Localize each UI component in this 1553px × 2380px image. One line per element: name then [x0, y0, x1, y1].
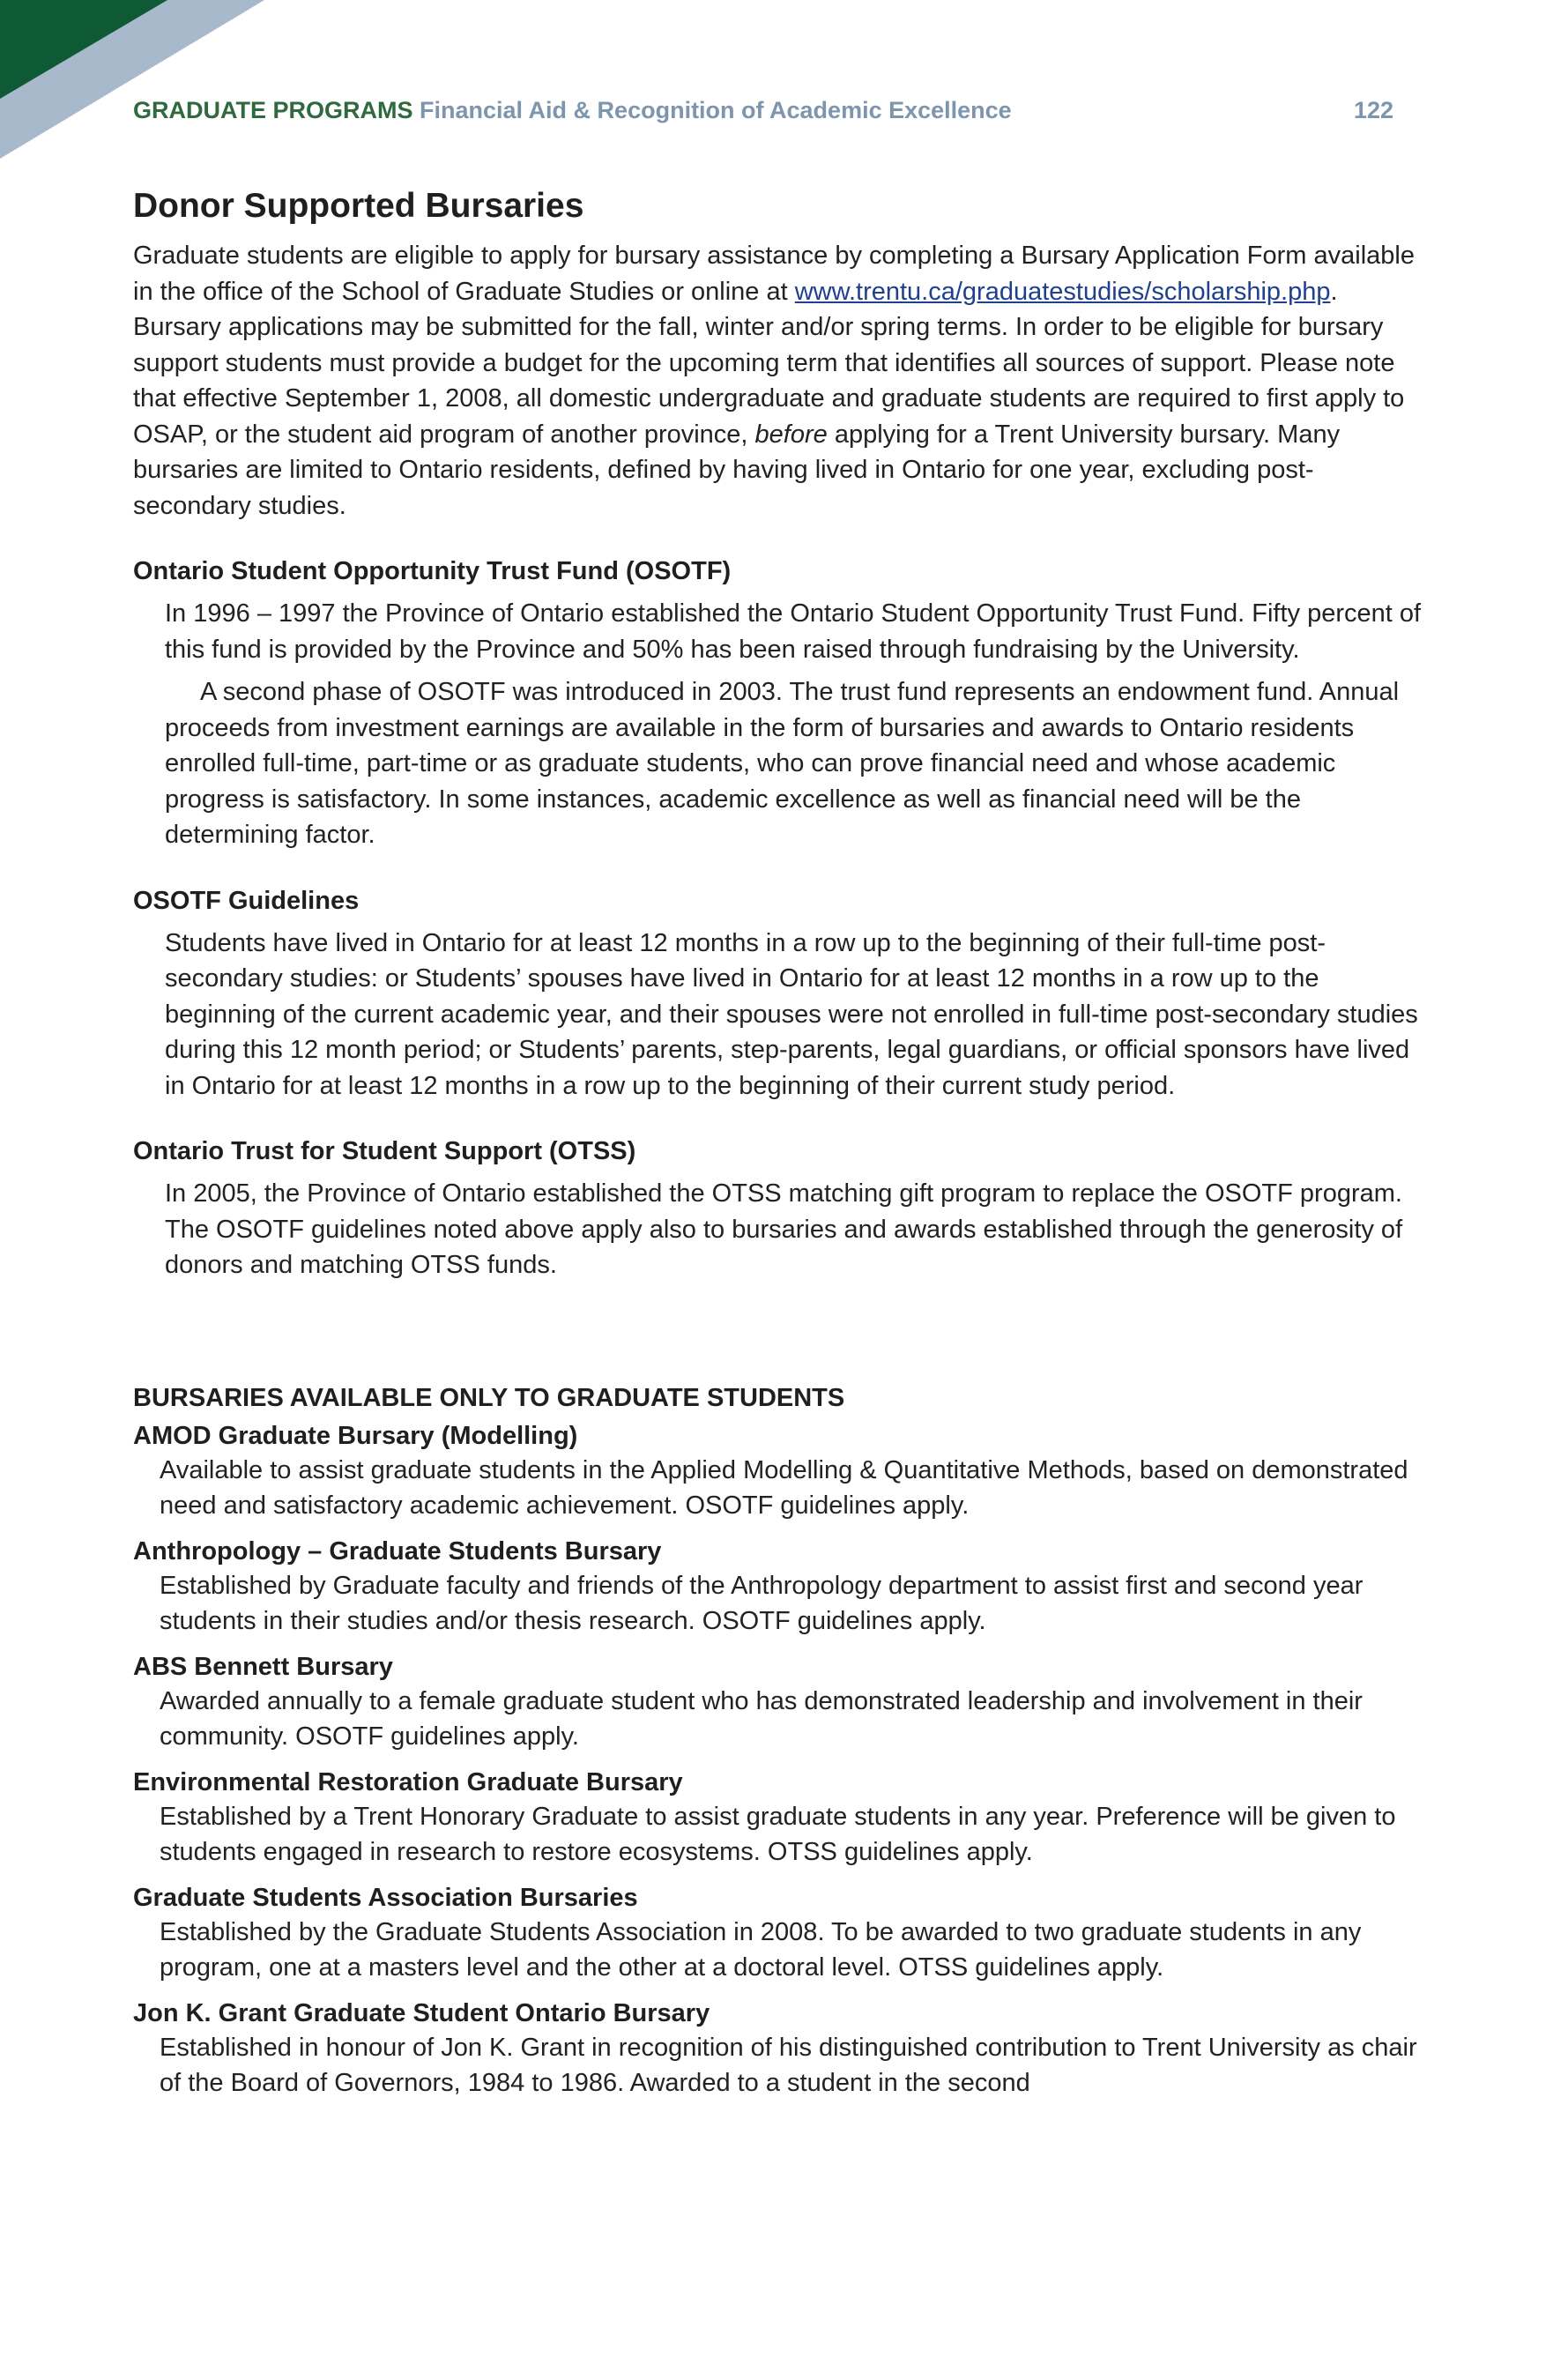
osotf-paragraph-2: A second phase of OSOTF was introduced in 2003. The trust fund represents an endowment fund. Annual proceeds from investment earnings are available in the form of bursaries and awards to Ontario residents enrolled full-time, part-time or as graduate students, who can prove financial need and whose academic progress is satisfactory. In some instances, academic excellence as well as financial need will be the determining factor.	[165, 678, 1400, 849]
graduate-bursaries-heading: BURSARIES AVAILABLE ONLY TO GRADUATE STUDENTS	[133, 1383, 845, 1412]
bursary-entry	[133, 1535, 1429, 1639]
bursary-name: Jon K. Grant Graduate Student Ontario Bursary	[133, 1998, 710, 2027]
bursary-description: Awarded annually to a female graduate student who has demonstrated leadership and involvement in their community. OSOTF guidelines apply.	[160, 1686, 1363, 1751]
bursary-description: Established in honour of Jon K. Grant in recognition of his distinguished contribution to Trent University as chair of the Board of Governors, 1984 to 1986. Awarded to a student in the second	[160, 2033, 1417, 2097]
guidelines-paragraph: Students have lived in Ontario for at least 12 months in a row up to the beginning of their full-time post-secondary studies: or Students’ spouses have lived in Ontario for at least 12 months in a row up to the beginning of the current academic year, and their spouses were not enrolled in full-time post-secondary studies during this 12 month period; or Students’ parents, step-parents, legal guardians, or official sponsors have lived in Ontario for at least 12 months in a row up to the beginning of their current study period.	[165, 928, 1418, 1100]
bursary-entry	[133, 1419, 1429, 1523]
osotf-section	[133, 554, 1429, 853]
bursary-name: Graduate Students Association Bursaries	[133, 1883, 638, 1912]
guidelines-section	[133, 883, 1429, 1104]
donor-intro-end: applying for a Trent University bursary. Many bursaries are limited to Ontario residents, defined by having lived in Ontario for one year, excluding post-secondary studies.	[133, 420, 1341, 520]
bursary-list	[133, 1419, 1429, 2101]
header-section: GRADUATE PROGRAMS	[133, 97, 413, 123]
bursary-name: AMOD Graduate Bursary (Modelling)	[133, 1421, 578, 1450]
donor-intro-text: Graduate students are eligible to apply for bursary assistance by completing a Bursary Application Form available in the office of the School of Graduate Studies or online at	[133, 242, 1415, 306]
otss-section	[133, 1134, 1429, 1283]
page-content	[133, 187, 1429, 2101]
osotf-title: Ontario Student Opportunity Trust Fund (OSOTF)	[133, 557, 732, 585]
running-header	[133, 97, 1393, 124]
bursary-description: Established by Graduate faculty and friends of the Anthropology department to assist first and second year students in their studies and/or thesis research. OSOTF guidelines apply.	[160, 1571, 1364, 1635]
bursary-name: Anthropology – Graduate Students Bursary	[133, 1536, 662, 1566]
donor-title: Donor Supported Bursaries	[133, 187, 584, 225]
bursary-description: Established by a Trent Honorary Graduate to assist graduate students in any year. Preference will be given to students engaged in research to restore ecosystems. OTSS guidelines apply.	[160, 1802, 1396, 1866]
bursary-entry	[133, 1997, 1429, 2101]
otss-paragraph: In 2005, the Province of Ontario established the OTSS matching gift program to replace the OSOTF program. The OSOTF guidelines noted above apply also to bursaries and awards established through the generosity of donors and matching OTSS funds.	[165, 1179, 1403, 1279]
bursary-entry	[133, 1881, 1429, 1985]
header-subtitle: Financial Aid & Recognition of Academic Excellence	[420, 97, 1012, 123]
corner-decoration	[0, 0, 264, 159]
bursary-name: ABS Bennett Bursary	[133, 1652, 393, 1681]
bursary-description: Available to assist graduate students in the Applied Modelling & Quantitative Methods, based on demonstrated need and satisfactory academic achievement. OSOTF guidelines apply.	[160, 1455, 1408, 1520]
otss-title: Ontario Trust for Student Support (OTSS)	[133, 1137, 636, 1165]
bursary-name: Environmental Restoration Graduate Bursary	[133, 1767, 683, 1796]
donor-intro-continued: . Bursary applications may be submitted for the fall, winter and/or spring terms. In order to be eligible for bursary support students must provide a budget for the upcoming term that identifies all sources of support. Please note that effective September 1, 2008, all domestic undergraduate and graduate students are required to first apply to OSAP, or the student aid program of another province,	[133, 277, 1405, 449]
donor-intro-emphasis: before	[754, 420, 828, 449]
guidelines-title: OSOTF Guidelines	[133, 886, 360, 915]
bursary-entry	[133, 1766, 1429, 1870]
page-number: 122	[1353, 97, 1393, 123]
donor-intro	[133, 238, 1429, 524]
osotf-paragraph-1: In 1996 – 1997 the Province of Ontario established the Ontario Student Opportunity Trust Fund. Fifty percent of this fund is provided by the Province and 50% has been raised through fundraising by the University.	[165, 599, 1422, 664]
bursary-entry	[133, 1650, 1429, 1754]
scholarship-link[interactable]: www.trentu.ca/graduatestudies/scholarship.php	[794, 277, 1331, 306]
bursary-description: Established by the Graduate Students Association in 2008. To be awarded to two graduate students in any program, one at a masters level and the other at a doctoral level. OTSS guidelines apply.	[160, 1917, 1362, 1982]
